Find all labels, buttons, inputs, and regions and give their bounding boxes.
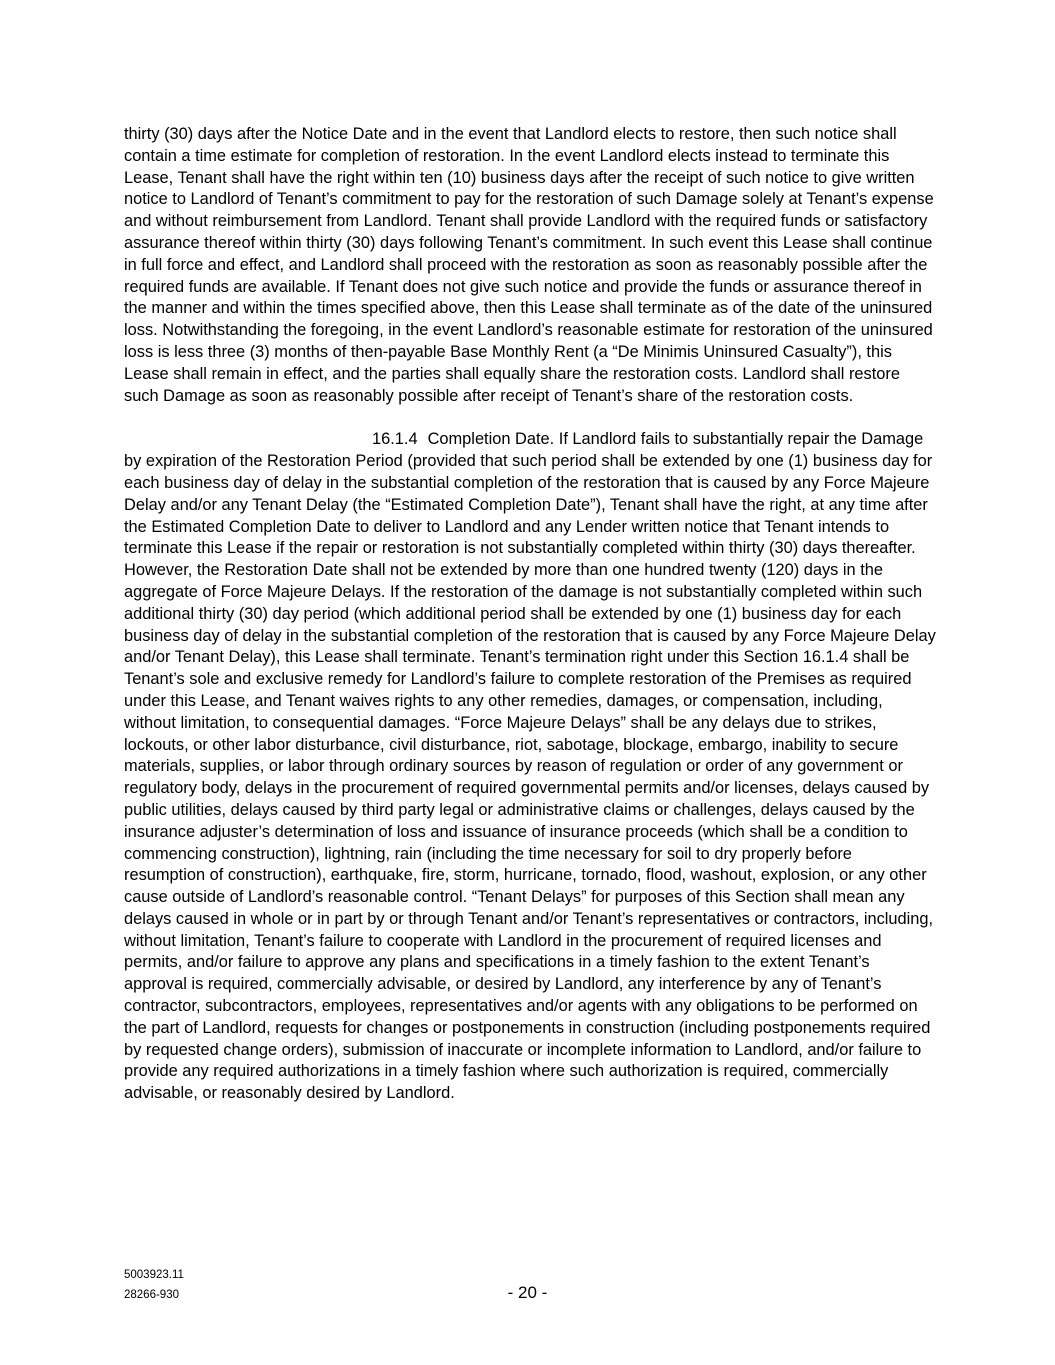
section-body-text: If Landlord fails to substantially repair the Damage by expiration of the Restoration Period (provided that such period shall be extended by one (1) business day for each business day of delay in the substantial completion of the restoration that is caused by any Force Majeure Delay and/or any Tenant Delay (the “Estimated Completion Date”), Tenant shall have the right, at any time after the Estimated Completion Date to deliver to Landlord and any Lender written notice that Tenant intends to terminate this Lease if the repair or restoration is not substantially completed within thirty (30) days thereafter. However, the Restoration Date shall not be extended by more than one hundred twenty (120) days in the aggregate of Force Majeure Delays. If the restoration of the damage is not substantially completed within such additional thirty (30) day period (which additional period shall be extended by one (1) business day for each business day of delay in the substantial completion of the restoration that is caused by any Force Majeure Delay and/or Tenant Delay), this Lease shall terminate. Tenant’s termination right under this Section 16.1.4 shall be Tenant’s sole and exclusive remedy for Landlord’s failure to complete restoration of the Premises as required under this Lease, and Tenant waives rights to any other remedies, damages, or compensation, including, without limitation, to consequential damages. “Force Majeure Delays” shall be any delays due to strikes, lockouts, or other labor disturbance, civil disturbance, riot, sabotage, blockage, embargo, inability to secure materials, supplies, or labor through ordinary sources by reason of regulation or order of any government or regulatory body, delays in the procurement of required governmental permits and/or licenses, delays caused by public utilities, delays caused by third party legal or administrative claims or challenges, delays caused by the insurance adjuster’s determination of loss and issuance of insurance proceeds (which shall be a condition to commencing construction), lightning, rain (including the time necessary for soil to dry properly before resumption of construction), earthquake, fire, storm, hurricane, tornado, flood, washout, explosion, or any other cause outside of Landlord’s reasonable control. “Tenant Delays” for purposes of this Section shall mean any delays caused in whole or in part by or through Tenant and/or Tenant’s representatives or contractors, including, without limitation, Tenant’s failure to cooperate with Landlord in the procurement of required licenses and permits, and/or failure to approve any plans and specifications in a timely fashion to the extent Tenant’s approval is required, commercially advisable, or desired by Landlord, any interference by any of Tenant’s contractor, subcontractors, employees, representatives and/or agents with any obligations to be performed on the part of Landlord, requests for changes or postponements in construction (including postponements required by requested change orders), submission of inaccurate or incomplete information to Landlord, and/or failure to provide any required authorizations in a timely fashion where such authorization is required, commercially advisable, or reasonably desired by Landlord.	[124, 430, 936, 1103]
section-number: 16.1.4	[372, 430, 418, 449]
section-16-1-4-paragraph	[124, 429, 936, 1105]
section-heading: Completion Date.	[427, 430, 555, 449]
page-number: - 20 -	[507, 1283, 548, 1302]
footer-matter-id: 28266-930	[124, 1289, 179, 1301]
document-body	[124, 124, 936, 1105]
paragraph-continued: thirty (30) days after the Notice Date and in the event that Landlord elects to restore, then such notice shall contain a time estimate for completion of restoration. In the event Landlord elects instead to terminate this Lease, Tenant shall have the right within ten (10) business days after the receipt of such notice to give written notice to Landlord of Tenant’s commitment to pay for the restoration of such Damage solely at Tenant’s expense and without reimbursement from Landlord. Tenant shall provide Landlord with the required funds or satisfactory assurance thereof within thirty (30) days following Tenant’s commitment. In such event this Lease shall continue in full force and effect, and Landlord shall proceed with the restoration as soon as reasonably possible after the required funds are available. If Tenant does not give such notice and provide the funds or assurance thereof in the manner and within the times specified above, then this Lease shall terminate as of the date of the uninsured loss. Notwithstanding the foregoing, in the event Landlord’s reasonable estimate for restoration of the uninsured loss is less three (3) months of then-payable Base Monthly Rent (a “De Minimis Uninsured Casualty”), this Lease shall remain in effect, and the parties shall equally share the restoration costs. Landlord shall restore such Damage as soon as reasonably possible after receipt of Tenant’s share of the restoration costs.	[124, 125, 934, 405]
footer-doc-id: 5003923.11	[124, 1269, 184, 1281]
